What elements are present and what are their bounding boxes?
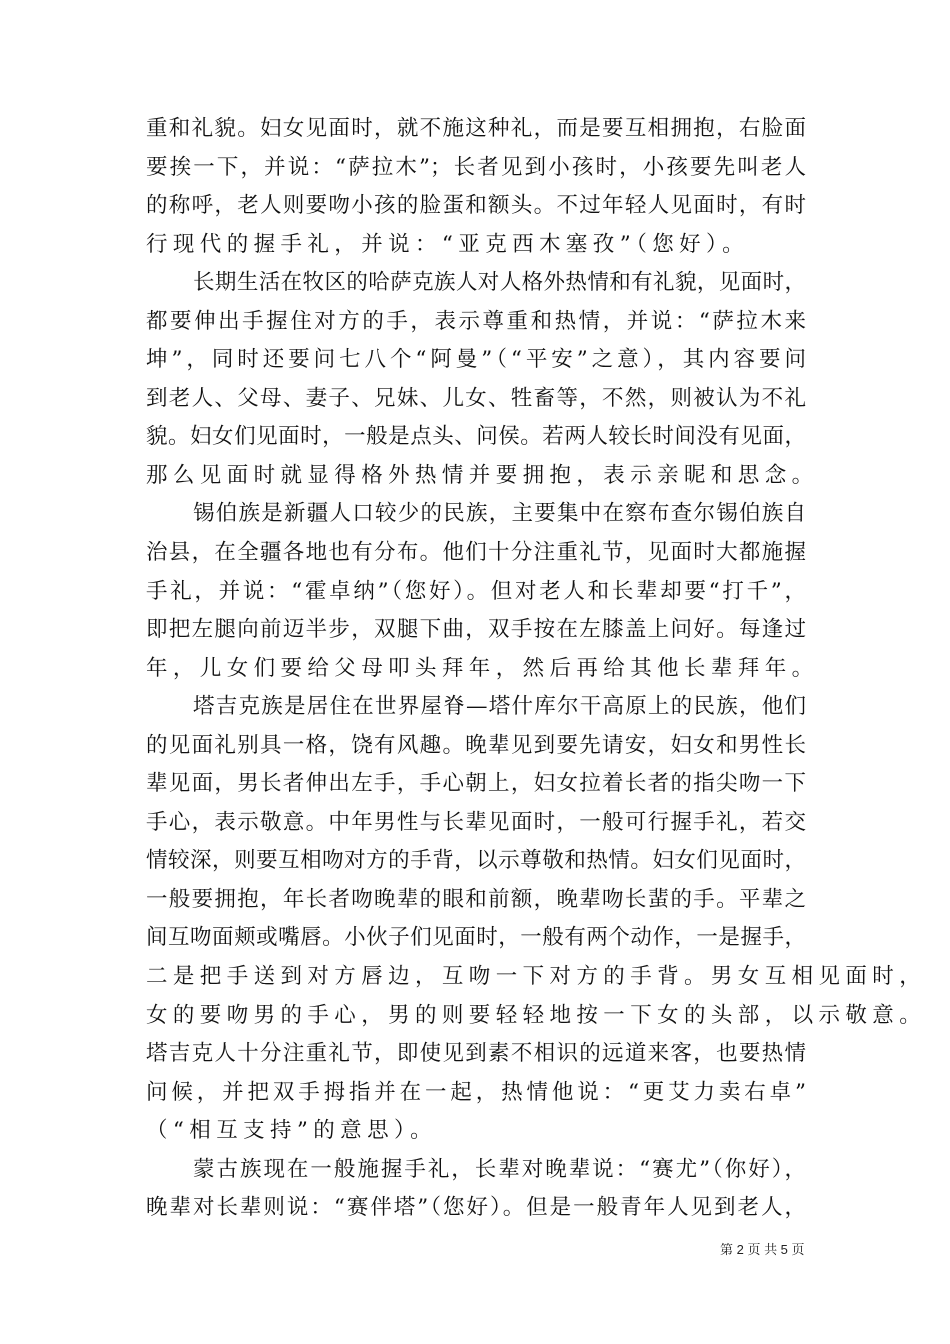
text-line: 行现代的握手礼，并说：“亚克西木塞孜”（您好）。 bbox=[146, 231, 750, 257]
text-line: （“相互支持”的意思）。 bbox=[146, 1118, 438, 1144]
text-line: 坤”，同时还要问七八个“阿曼”（“平安”之意），其内容要问 bbox=[146, 347, 806, 373]
text-line: 年，儿女们要给父母叩头拜年，然后再给其他长辈拜年。 bbox=[146, 655, 819, 681]
text-line: 辈见面，男长者伸出左手，手心朝上，妇女拉着长者的指尖吻一下 bbox=[146, 771, 806, 797]
text-line: 的见面礼别具一格，饶有风趣。晚辈见到要先请安，妇女和男性长 bbox=[146, 732, 806, 758]
text-line: 到老人、父母、妻子、兄妹、儿女、牲畜等，不然，则被认为不礼 bbox=[146, 385, 806, 411]
paragraph-tajik-start: 塔吉克族是居住在世界屋脊—塔什库尔干高原上的民族，他们 bbox=[193, 694, 806, 720]
text-line: 间互吻面颊或嘴唇。小伙子们见面时，一般有两个动作，一是握手， bbox=[146, 925, 806, 951]
text-line: 那么见面时就显得格外热情并要拥抱，表示亲昵和思念。 bbox=[146, 462, 819, 488]
text-line: 晚辈对长辈则说：“赛伴塔”（您好）。但是一般青年人见到老人， bbox=[146, 1195, 806, 1221]
text-line: 都要伸出手握住对方的手，表示尊重和热情，并说：“萨拉木来 bbox=[146, 308, 806, 334]
text-line: 治县，在全疆各地也有分布。他们十分注重礼节，见面时大都施握 bbox=[146, 540, 806, 566]
text-line: 的称呼，老人则要吻小孩的脸蛋和额头。不过年轻人见面时，有时 bbox=[146, 193, 806, 219]
text-line: 手心，表示敬意。中年男性与长辈见面时，一般可行握手礼，若交 bbox=[146, 809, 806, 835]
text-line: 重和礼貌。妇女见面时，就不施这种礼，而是要互相拥抱，右脸面 bbox=[146, 116, 806, 141]
text-line: 女的要吻男的手心，男的则要轻轻地按一下女的头部，以示敬意。 bbox=[146, 1002, 927, 1028]
document-body bbox=[146, 110, 927, 1228]
page-number-footer: 第 2 页 共 5 页 bbox=[720, 1242, 805, 1257]
text-line: 塔吉克人十分注重礼节，即使见到素不相识的远道来客，也要热情 bbox=[146, 1041, 806, 1067]
text-line: 即把左腿向前迈半步，双腿下曲，双手按在左膝盖上问好。每逢过 bbox=[146, 617, 806, 643]
text-line: 要挨一下，并说：“萨拉木”；长者见到小孩时，小孩要先叫老人 bbox=[146, 154, 806, 180]
text-line: 手礼，并说：“霍卓纳”（您好）。但对老人和长辈却要“打千”， bbox=[146, 578, 806, 604]
paragraph-xibe-start: 锡伯族是新疆人口较少的民族，主要集中在察布查尔锡伯族自 bbox=[193, 501, 806, 527]
text-line: 貌。妇女们见面时，一般是点头、问侯。若两人较长时间没有见面， bbox=[146, 424, 806, 450]
text-line: 情较深，则要互相吻对方的手背，以示尊敬和热情。妇女们见面时， bbox=[146, 848, 806, 874]
paragraph-mongol-start: 蒙古族现在一般施握手礼，长辈对晚辈说：“赛尤”（你好）， bbox=[193, 1156, 806, 1182]
text-line: 问候，并把双手拇指并在一起，热情他说：“更艾力卖右卓” bbox=[146, 1079, 806, 1105]
paragraph-kazakh-start: 长期生活在牧区的哈萨克族人对人格外热情和有礼貌，见面时， bbox=[193, 270, 806, 296]
text-line: 二是把手送到对方唇边，互吻一下对方的手背。男女互相见面时， bbox=[146, 964, 927, 990]
text-line: 一般要拥抱，年长者吻晚辈的眼和前额，晚辈吻长蜚的手。平辈之 bbox=[146, 886, 806, 912]
